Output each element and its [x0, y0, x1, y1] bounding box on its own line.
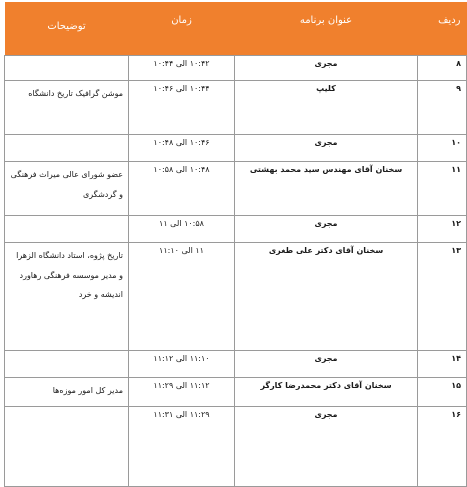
program-title: مجری: [235, 56, 418, 81]
row-number: ۹: [418, 81, 467, 135]
row-number: ۸: [418, 56, 467, 81]
row-number: ۱۵: [418, 378, 467, 407]
table-row: [5, 243, 467, 351]
time-range: ۱۰:۵۸ الی ۱۱: [129, 216, 235, 243]
table-row: [5, 135, 467, 162]
table-row: [5, 378, 467, 407]
row-number: ۱۲: [418, 216, 467, 243]
program-title: سخنان آقای مهندس سید محمد بهشتی: [235, 162, 418, 216]
header-row-number: ردیف: [418, 2, 467, 56]
program-title: سخنان آقای دکتر علی طغری: [235, 243, 418, 351]
description: [5, 135, 129, 162]
table-row: [5, 216, 467, 243]
program-title: سخنان آقای دکتر محمدرضا کارگر: [235, 378, 418, 407]
description: [5, 351, 129, 378]
header-row: [5, 2, 467, 56]
row-number: ۱۳: [418, 243, 467, 351]
program-title: مجری: [235, 351, 418, 378]
time-range: ۱۱:۱۰ الی ۱۱:۱۲: [129, 351, 235, 378]
header-description: توضیحات: [5, 2, 129, 56]
time-range: ۱۱ الی ۱۱:۱۰: [129, 243, 235, 351]
table-row: [5, 351, 467, 378]
program-title: مجری: [235, 216, 418, 243]
time-range: ۱۰:۴۴ الی ۱۰:۴۶: [129, 81, 235, 135]
description: [5, 216, 129, 243]
row-number: ۱۱: [418, 162, 467, 216]
table-row: [5, 162, 467, 216]
time-range: ۱۱:۱۲ الی ۱۱:۲۹: [129, 378, 235, 407]
description: تاریخ پژوه، استاد دانشگاه الزهرا و مدیر موسسه فرهنگی رهاورد اندیشه و خرد: [5, 243, 129, 351]
time-range: ۱۰:۴۶ الی ۱۰:۴۸: [129, 135, 235, 162]
table-row: [5, 56, 467, 81]
time-range: ۱۰:۴۸ الی ۱۰:۵۸: [129, 162, 235, 216]
time-range: ۱۰:۴۲ الی ۱۰:۴۴: [129, 56, 235, 81]
program-title: مجری: [235, 135, 418, 162]
table-row: [5, 81, 467, 135]
description: عضو شورای عالی میراث فرهنگی و گردشگری: [5, 162, 129, 216]
row-number: ۱۴: [418, 351, 467, 378]
header-program-title: عنوان برنامه: [235, 2, 418, 56]
description: مدیر کل امور موزه‌ها: [5, 378, 129, 407]
header-time: زمان: [129, 2, 235, 56]
program-title: مجری: [235, 407, 418, 487]
schedule-table: [4, 2, 467, 487]
row-number: ۱۰: [418, 135, 467, 162]
table-row: [5, 407, 467, 487]
description: [5, 407, 129, 487]
program-title: کلیپ: [235, 81, 418, 135]
description: [5, 56, 129, 81]
description: موشن گرافیک تاریخ دانشگاه: [5, 81, 129, 135]
time-range: ۱۱:۲۹ الی ۱۱:۳۱: [129, 407, 235, 487]
row-number: ۱۶: [418, 407, 467, 487]
